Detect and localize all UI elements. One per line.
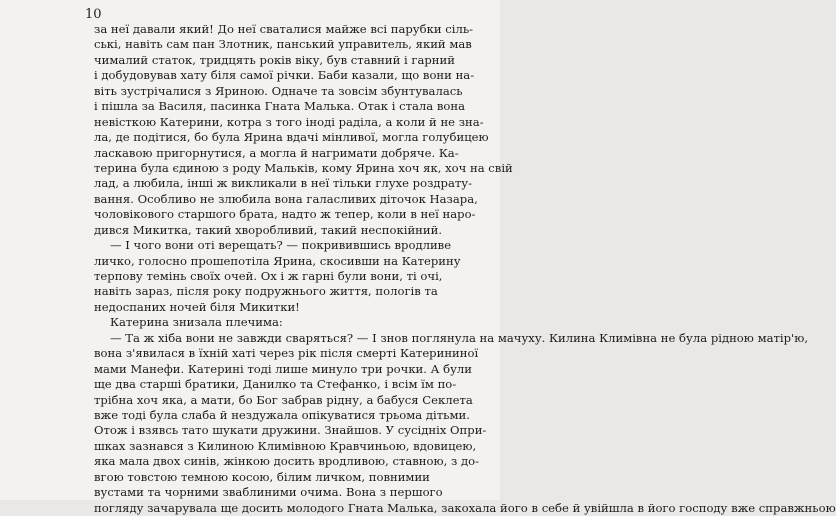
page-number: 10 [85,7,102,22]
text-line: дився Микитка, такий хворобливий, такий неспокійний. [94,222,443,237]
text-line: недоспаних ночей біля Микитки! [94,299,300,314]
text-line: ласкавою пригорнутися, а могла й нагримати добряче. Ка- [94,145,459,160]
text-line: вона з'явилася в їхній хаті через рік після смерті Катерининої [94,346,479,361]
text-line: ще два старші братики, Данилко та Стефанко, і всім їм по- [94,377,457,392]
text-line: Отож і взявсь тато шукати дружини. Знайшов. У сусідніх Опри- [94,423,487,438]
text-line: шках зазнався з Килиною Климівною Кравчиньою, вдовицею, [94,438,477,453]
text-line: невісткою Катерини, котра з того іноді раділа, а коли й не зна- [94,114,484,129]
text-line: терпову темінь своїх очей. Ох і ж гарні були вони, ті очі, [94,269,443,283]
text-line: чоловікового старшого брата, надто ж тепер, коли в неї наро- [94,207,476,222]
text-line: лад, а любила, інші ж викликали в неї тільки глухе роздрату- [94,176,473,191]
text-line: — І чого вони оті верещать? — покривившись вродливе [110,238,452,253]
text-line: вгою товстою темною косою, білим личком, повнимии [94,469,430,484]
text-line: вустами та чорними зваблиними очима. Вона з першого [94,485,443,500]
text-line: вання. Особливо не злюбила вона галасливих діточок Назара, [94,191,478,206]
text-line: навіть зараз, після року подружнього життя, пологів та [94,284,438,299]
text-line: яка мала двох синів, жінкою досить вродливою, ставною, з до- [94,454,480,469]
text-line: чималий статок, тридцять років віку, був ставний і гарний [94,52,455,67]
text-line: ла, де подітися, бо була Ярина вдачі мінливої, могла голубицею [94,130,489,145]
text-line: ські, навіть сам пан Злотник, панський управитель, який мав [94,37,472,52]
text-line: вже тоді була слаба й нездужала опікуватися трьома дітьми. [94,407,470,422]
text-line: мами Манефи. Катерині тоді лише минуло три рочки. А були [94,361,473,376]
text-line: і пішла за Василя, пасинка Гната Малька. Отак і стала вона [94,99,466,114]
text-line: віть зустрічалися з Яриною. Одначе та зовсім збунтувалась [94,83,463,98]
text-line: за неї давали який! До неї сваталися майже всі парубки сіль- [94,22,474,36]
text-line: погляду зачарувала ще досить молодого Гната Малька, закохала його в себе й увійшла в його господу вже справжньою [94,500,836,515]
text-line: личко, голосно прошепотіла Ярина, скосивши на Катерину [94,253,461,268]
text-line: і добудовував хату біля самої річки. Баби казали, що вони на- [94,68,475,83]
text-line: трібна хоч яка, а мати, бо Бог забрав рідну, а бабуся Секлета [94,392,473,407]
text-line: терина була єдиною з роду Мальків, кому Ярина хоч як, хоч на свій [94,160,513,175]
text-line: — Та ж хіба вони не завжди сваряться? — І знов поглянула на мачуху. Килина Климівна не була рідною матір'ю, [110,330,809,345]
text-line: Катерина знизала плечима: [110,315,283,330]
page-text [94,22,836,516]
